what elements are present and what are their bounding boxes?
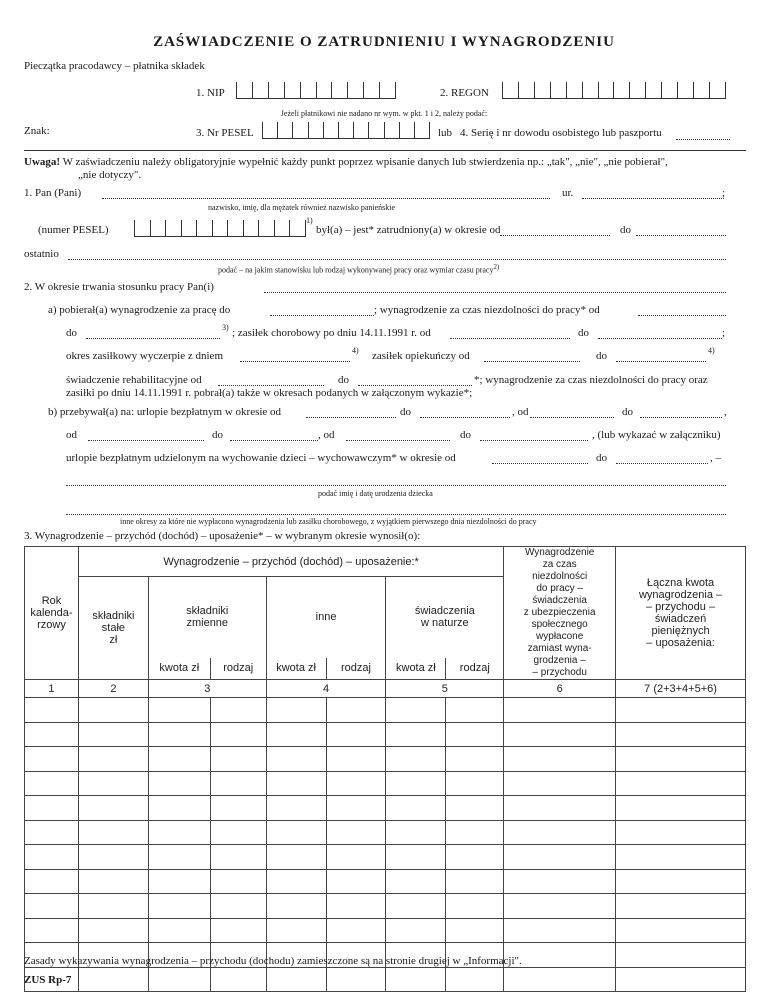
s1-position-field[interactable] bbox=[68, 259, 726, 260]
s2-od2-field[interactable] bbox=[346, 440, 450, 441]
col-group-header: Wynagrodzenie – przychód (dochód) – uposażenie:* bbox=[78, 547, 503, 577]
s2-dash: , – bbox=[710, 452, 721, 464]
lub-label: lub bbox=[438, 127, 453, 139]
s2-sup4: 4) bbox=[352, 346, 359, 355]
col6-l4: do pracy – bbox=[536, 583, 584, 594]
col6-l5: świadczenia bbox=[532, 595, 587, 606]
s2-od2-to-field[interactable] bbox=[480, 440, 588, 441]
s2-semicolon: ; bbox=[722, 327, 726, 339]
s2-rehab-from-field[interactable] bbox=[218, 385, 324, 386]
s2-zasilek-do-label: do bbox=[578, 327, 589, 339]
s2-od-do-label: do bbox=[212, 429, 223, 441]
s2-head: 2. W okresie trwania stosunku pracy Pan(i) bbox=[24, 281, 214, 293]
col6-l3: niezdolności bbox=[532, 571, 588, 582]
col-stale-l2: stałe bbox=[101, 622, 126, 634]
s3-head: 3. Wynagrodzenie – przychód (dochód) – uposażenie* – w wybranym okresie wynosił(o): bbox=[24, 530, 421, 542]
col-inne-header: inne bbox=[266, 577, 386, 658]
col6-l9: zamiast wyna- bbox=[527, 643, 592, 654]
s1-birth-field[interactable] bbox=[582, 198, 724, 199]
table-row[interactable] bbox=[25, 771, 746, 796]
s2-opiekunczy-from-field[interactable] bbox=[484, 361, 580, 362]
col6-l10: grodzenia – bbox=[533, 655, 586, 666]
s1-semicolon: ; bbox=[722, 187, 726, 199]
uwaga-note bbox=[24, 156, 668, 168]
stamp-label: Pieczątka pracodawcy – płatnika składek bbox=[24, 60, 205, 72]
colnum-2: 2 bbox=[78, 680, 148, 698]
col-stale-l3: zł bbox=[109, 634, 118, 646]
s2-od2-do-label: do bbox=[460, 429, 471, 441]
col7-l1: Łączna kwota bbox=[646, 577, 715, 589]
znak-label: Znak: bbox=[24, 125, 50, 137]
col7-l5: pieniężnych bbox=[651, 625, 710, 637]
uwaga-text: W zaświadczeniu należy obligatoryjnie wypełnić każdy punkt poprzez wpisanie danych lub stwierdzenia np.: „tak", „nie", „nie pobierał", bbox=[62, 156, 668, 168]
s1-ostatnio-label: ostatnio bbox=[24, 248, 59, 260]
s2-zasilki-line: zasiłki po dniu 14.11.1991 r. pobrał(a) także w okresach podanych w załączonym wykazie*; bbox=[66, 387, 473, 399]
table-row[interactable] bbox=[25, 722, 746, 747]
s2-b-do2-label: do bbox=[622, 406, 633, 418]
s2-opiekunczy-do-label: do bbox=[596, 350, 607, 362]
col6-l8: wypłacone bbox=[536, 631, 584, 642]
s2-lub-wykaz-text: (lub wykazać w załączniku) bbox=[597, 429, 721, 441]
colnum-4: 4 bbox=[266, 680, 386, 698]
s2-rehab-label: świadczenie rehabilitacyjne od bbox=[66, 374, 202, 386]
col-naturze-l2: w naturze bbox=[420, 617, 469, 630]
s2-child-field[interactable] bbox=[66, 485, 726, 486]
s2-wychowawczy-do-label: do bbox=[596, 452, 607, 464]
s2-b-from-field[interactable] bbox=[306, 417, 396, 418]
s2-other-periods-field[interactable] bbox=[66, 514, 726, 515]
s2-b-od-label: , od bbox=[512, 406, 529, 418]
col4-kwota: kwota zł bbox=[266, 658, 326, 680]
col5-kwota: kwota zł bbox=[386, 658, 446, 680]
s2-wychowawczy-to-field[interactable] bbox=[616, 463, 708, 464]
s2-a-label: a) pobierał(a) wynagrodzenie za pracę do bbox=[48, 304, 231, 316]
uwaga-bold: Uwaga! bbox=[24, 156, 61, 168]
s2-b-label: b) przebywał(a) na: urlopie bezpłatnym w okresie od bbox=[48, 406, 282, 418]
colnum-6: 6 bbox=[504, 680, 616, 698]
s2-sup3: 3) bbox=[222, 323, 229, 332]
s2-rehab-do-label: do bbox=[338, 374, 349, 386]
col-rok-l3: rzowy bbox=[37, 619, 66, 631]
s2-b-to-field[interactable] bbox=[420, 417, 510, 418]
s2-other-periods-hint: inne okresy za które nie wypłacono wynagrodzenia lub zasiłku chorobowego, z wyjątkiem pierwszego dnia niezdolności do pracy bbox=[120, 517, 537, 526]
s2-b-to2-field[interactable] bbox=[640, 417, 722, 418]
col-rok-l1: Rok bbox=[41, 595, 62, 607]
s2-lub-wykaz: , (lub wykazać w załączniku) bbox=[592, 429, 721, 441]
uwaga-text-2: „nie dotyczy". bbox=[78, 169, 142, 181]
s2-b-od-text: od bbox=[517, 406, 529, 418]
s2-od2-label: , od bbox=[318, 429, 335, 441]
col7-l6: – uposażenia: bbox=[646, 637, 715, 649]
table-row[interactable] bbox=[25, 967, 746, 992]
s1-sup1: 1) bbox=[306, 216, 313, 225]
s2-opiekunczy-label: zasiłek opiekuńczy od bbox=[372, 350, 470, 362]
s2-rehab-tail: *; wynagrodzenie za czas niezdolności do pracy oraz bbox=[474, 374, 708, 386]
table-row[interactable] bbox=[25, 894, 746, 919]
nip-regon-note: Jeżeli płatnikowi nie nadano nr wym. w pkt. 1 i 2, należy podać: bbox=[280, 109, 488, 118]
s2-sup4-b: 4) bbox=[708, 346, 715, 355]
s1-name-hint: nazwisko, imię, dla mężatek również nazwisko panieńskie bbox=[208, 203, 396, 212]
s2-zasilek-from-field[interactable] bbox=[450, 338, 570, 339]
s1-do-label: do bbox=[620, 224, 631, 236]
id-document-field[interactable] bbox=[676, 139, 730, 140]
form-code: ZUS Rp-7 bbox=[24, 974, 72, 986]
s2-zasilek-to-field[interactable] bbox=[598, 338, 722, 339]
s1-byl-label: był(a) – jest* zatrudniony(a) w okresie od bbox=[316, 224, 501, 236]
col-zmienne-l1: składniki bbox=[186, 605, 229, 618]
col7-l2: wynagrodzenia – bbox=[638, 589, 723, 601]
col6-l11: – przychodu bbox=[532, 667, 587, 678]
id-document-label: 4. Serię i nr dowodu osobistego lub paszportu bbox=[460, 127, 662, 139]
s2-child-hint: podać imię i datę urodzenia dziecka bbox=[318, 489, 433, 498]
col-zmienne-header bbox=[148, 577, 266, 658]
col-rok-l2: kalenda- bbox=[30, 607, 73, 619]
colnum-5: 5 bbox=[386, 680, 504, 698]
s2-b-do-label: do bbox=[400, 406, 411, 418]
s2-rehab-to-field[interactable] bbox=[358, 385, 472, 386]
s2-a-from-field[interactable] bbox=[638, 315, 726, 316]
col-stale-l1: składniki bbox=[92, 610, 135, 622]
s1-position-hint-text: podać – na jakim stanowisku lub rodzaj wykonywanej pracy oraz wymiar czasu pracy bbox=[218, 265, 494, 275]
col-rok-header bbox=[25, 547, 79, 680]
colnum-7: 7 (2+3+4+5+6) bbox=[616, 680, 746, 698]
col-naturze-l1: świadczenia bbox=[414, 605, 475, 618]
pesel-boxes[interactable] bbox=[262, 122, 430, 139]
nip-label: 1. NIP bbox=[196, 87, 225, 99]
s2-b-comma: , bbox=[724, 406, 727, 418]
s2-okres-field[interactable] bbox=[240, 361, 350, 362]
s2-head-field[interactable] bbox=[264, 292, 726, 293]
col-naturze-header bbox=[386, 577, 504, 658]
col6-l2: za czas bbox=[542, 559, 577, 570]
colnum-3: 3 bbox=[148, 680, 266, 698]
colnum-1: 1 bbox=[25, 680, 79, 698]
s2-zasilek-label: ; zasiłek chorobowy po dniu 14.11.1991 r. od bbox=[232, 327, 431, 339]
s2-b-from2-field[interactable] bbox=[530, 417, 614, 418]
col4-rodzaj: rodzaj bbox=[326, 658, 386, 680]
salary-table bbox=[24, 546, 746, 992]
table-row[interactable] bbox=[25, 918, 746, 943]
table-row[interactable] bbox=[25, 747, 746, 772]
col7-header bbox=[616, 547, 746, 680]
s2-opiekunczy-to-field[interactable] bbox=[616, 361, 706, 362]
pesel-label: 3. Nr PESEL bbox=[196, 127, 254, 139]
table-row[interactable] bbox=[25, 796, 746, 821]
col6-l7: społecznego bbox=[531, 619, 588, 630]
s2-okres-label: okres zasiłkowy wyczerpie z dniem bbox=[66, 350, 223, 362]
col-stale-header bbox=[78, 577, 148, 680]
s1-period-to-field[interactable] bbox=[636, 235, 726, 236]
s1-pan-label: 1. Pan (Pani) bbox=[24, 187, 82, 199]
s1-sup2: 2) bbox=[493, 263, 500, 271]
col5-rodzaj: rodzaj bbox=[446, 658, 504, 680]
s2-wychowawczy-label: urlopie bezpłatnym udzielonym na wychowanie dzieci – wychowawczym* w okresie od bbox=[66, 452, 456, 464]
s2-wychowawczy-from-field[interactable] bbox=[492, 463, 588, 464]
table-row[interactable] bbox=[25, 869, 746, 894]
s2-od-to-field[interactable] bbox=[230, 440, 318, 441]
s2-do-field[interactable] bbox=[86, 338, 220, 339]
header-divider bbox=[24, 150, 746, 151]
table-row[interactable] bbox=[25, 698, 746, 723]
s1-pesel-boxes[interactable] bbox=[134, 220, 306, 237]
s2-do-label: do bbox=[66, 327, 77, 339]
s1-numer-pesel-label: (numer PESEL) bbox=[38, 224, 109, 236]
s2-a-mid: ; wynagrodzenie za czas niezdolności do pracy* od bbox=[374, 304, 600, 316]
table-row[interactable] bbox=[25, 820, 746, 845]
col7-l4: świadczeń bbox=[654, 613, 707, 625]
s2-a-to-field[interactable] bbox=[270, 315, 374, 316]
col6-l1: Wynagrodzenie bbox=[524, 547, 595, 558]
s1-position-hint bbox=[218, 263, 499, 275]
regon-boxes[interactable] bbox=[502, 82, 726, 99]
footer-zasady: Zasady wykazywania wynagrodzenia – przychodu (dochodu) zamieszczone są na stronie drugiej w „Informacji". bbox=[24, 955, 522, 967]
col3-kwota: kwota zł bbox=[148, 658, 210, 680]
col3-rodzaj: rodzaj bbox=[210, 658, 266, 680]
s1-ur-label: ur. bbox=[562, 187, 574, 199]
s1-period-from-field[interactable] bbox=[500, 235, 610, 236]
col7-l3: – przychodu – bbox=[645, 601, 716, 613]
col-zmienne-l2: zmienne bbox=[186, 617, 229, 630]
nip-boxes[interactable] bbox=[236, 82, 396, 99]
s1-name-field[interactable] bbox=[102, 198, 550, 199]
document-title: ZAŚWIADCZENIE O ZATRUDNIENIU I WYNAGRODZENIU bbox=[153, 34, 615, 50]
col6-l6: z ubezpieczenia bbox=[523, 607, 596, 618]
col6-header bbox=[504, 547, 616, 680]
s2-od-field[interactable] bbox=[88, 440, 204, 441]
regon-label: 2. REGON bbox=[440, 87, 489, 99]
s2-od-label: od bbox=[66, 429, 77, 441]
s2-od2-text: od bbox=[323, 429, 335, 441]
table-row[interactable] bbox=[25, 845, 746, 870]
